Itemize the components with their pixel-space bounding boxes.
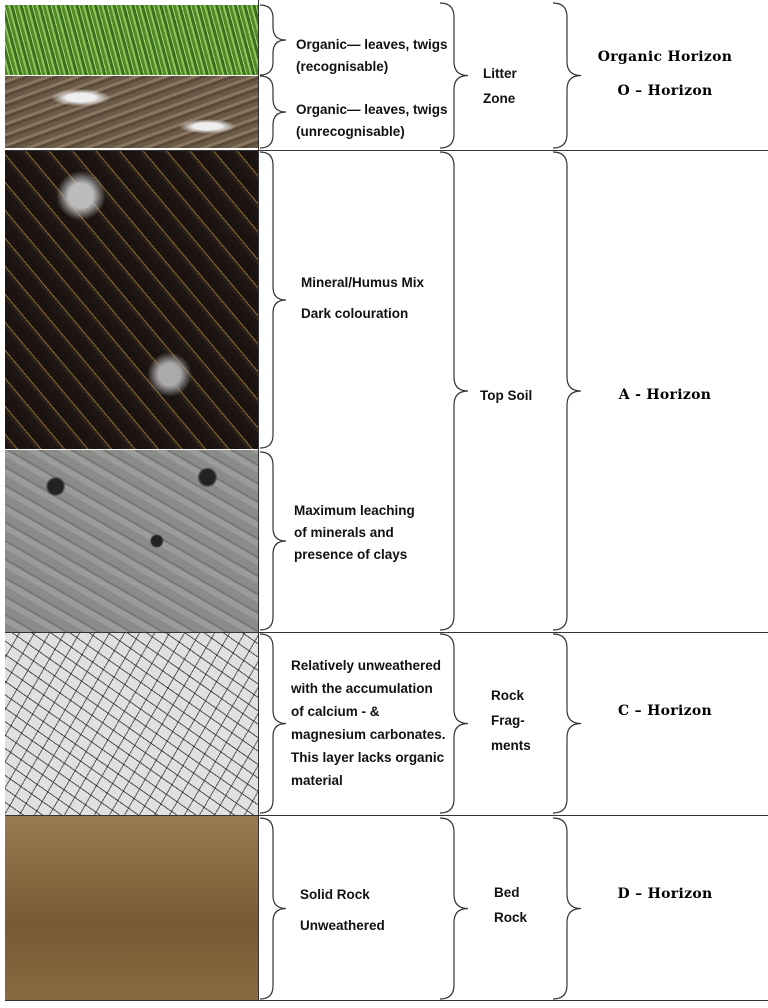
brace: [553, 634, 581, 813]
brace: [260, 152, 286, 448]
horizon-o: Organic Horizon O – Horizon: [597, 49, 733, 99]
brace: [553, 818, 581, 999]
layer-3-text: Mineral/Humus Mix Dark colouration: [301, 275, 425, 321]
zone-rock-fragments: Rock Frag- ments: [491, 688, 531, 753]
layer-2-text: Organic— leaves, twigs (unrecognisable): [296, 102, 448, 139]
brace: [260, 5, 286, 75]
brace: [440, 152, 468, 630]
horizon-d: D – Horizon: [617, 886, 713, 902]
layer-1-text: Organic— leaves, twigs (recognisable): [296, 37, 448, 74]
brace: [440, 818, 468, 999]
horizon-a: A - Horizon: [618, 387, 712, 403]
zone-litter: Litter Zone: [483, 66, 517, 106]
horizon-c: C – Horizon: [618, 703, 712, 719]
brace: [260, 452, 286, 630]
zone-bed-rock: Bed Rock: [494, 885, 528, 925]
layer-6-text: Solid Rock Unweathered: [300, 887, 385, 933]
layer-4-text: Maximum leaching of minerals and presence of clays: [294, 503, 415, 562]
zone-top-soil: Top Soil: [480, 388, 533, 403]
layer-5-text: Relatively unweathered with the accumulation of calcium - & magnesium carbonates. This layer lacks organic material: [291, 658, 446, 788]
brace: [260, 634, 286, 813]
brace: [260, 818, 286, 999]
brace: [260, 76, 286, 148]
